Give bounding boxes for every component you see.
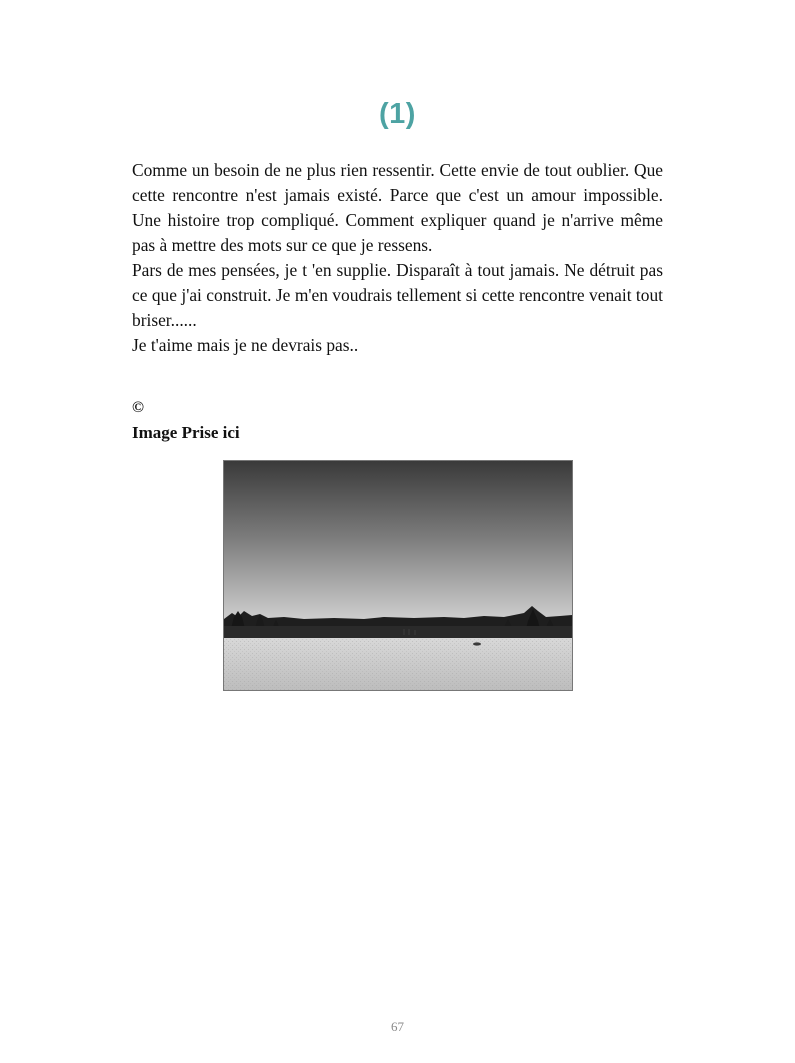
landscape-photo-image bbox=[224, 461, 572, 690]
landscape-photo bbox=[223, 460, 573, 691]
paragraph-2: Pars de mes pensées, je t 'en supplie. Disparaît à tout jamais. Ne détruit pas ce que j'ai construit. Je m'en voudrais tellement si cette rencontre venait tout briser...... bbox=[132, 260, 663, 330]
section-heading: (1) bbox=[379, 98, 416, 130]
paragraph-3: Je t'aime mais je ne devrais pas.. bbox=[132, 335, 359, 355]
image-credit-link[interactable]: Image Prise ici bbox=[132, 423, 240, 442]
copyright-symbol: © bbox=[132, 399, 144, 416]
body-text bbox=[132, 158, 663, 358]
page-number: 67 bbox=[391, 1019, 404, 1034]
paragraph-1: Comme un besoin de ne plus rien ressentir. Cette envie de tout oublier. Que cette rencontre n'est jamais existé. Parce que c'est un amour impossible. Une histoire trop compliqué. Comment expliquer quand je n'arrive même pas à mettre des mots sur ce que je ressens. bbox=[132, 160, 663, 255]
